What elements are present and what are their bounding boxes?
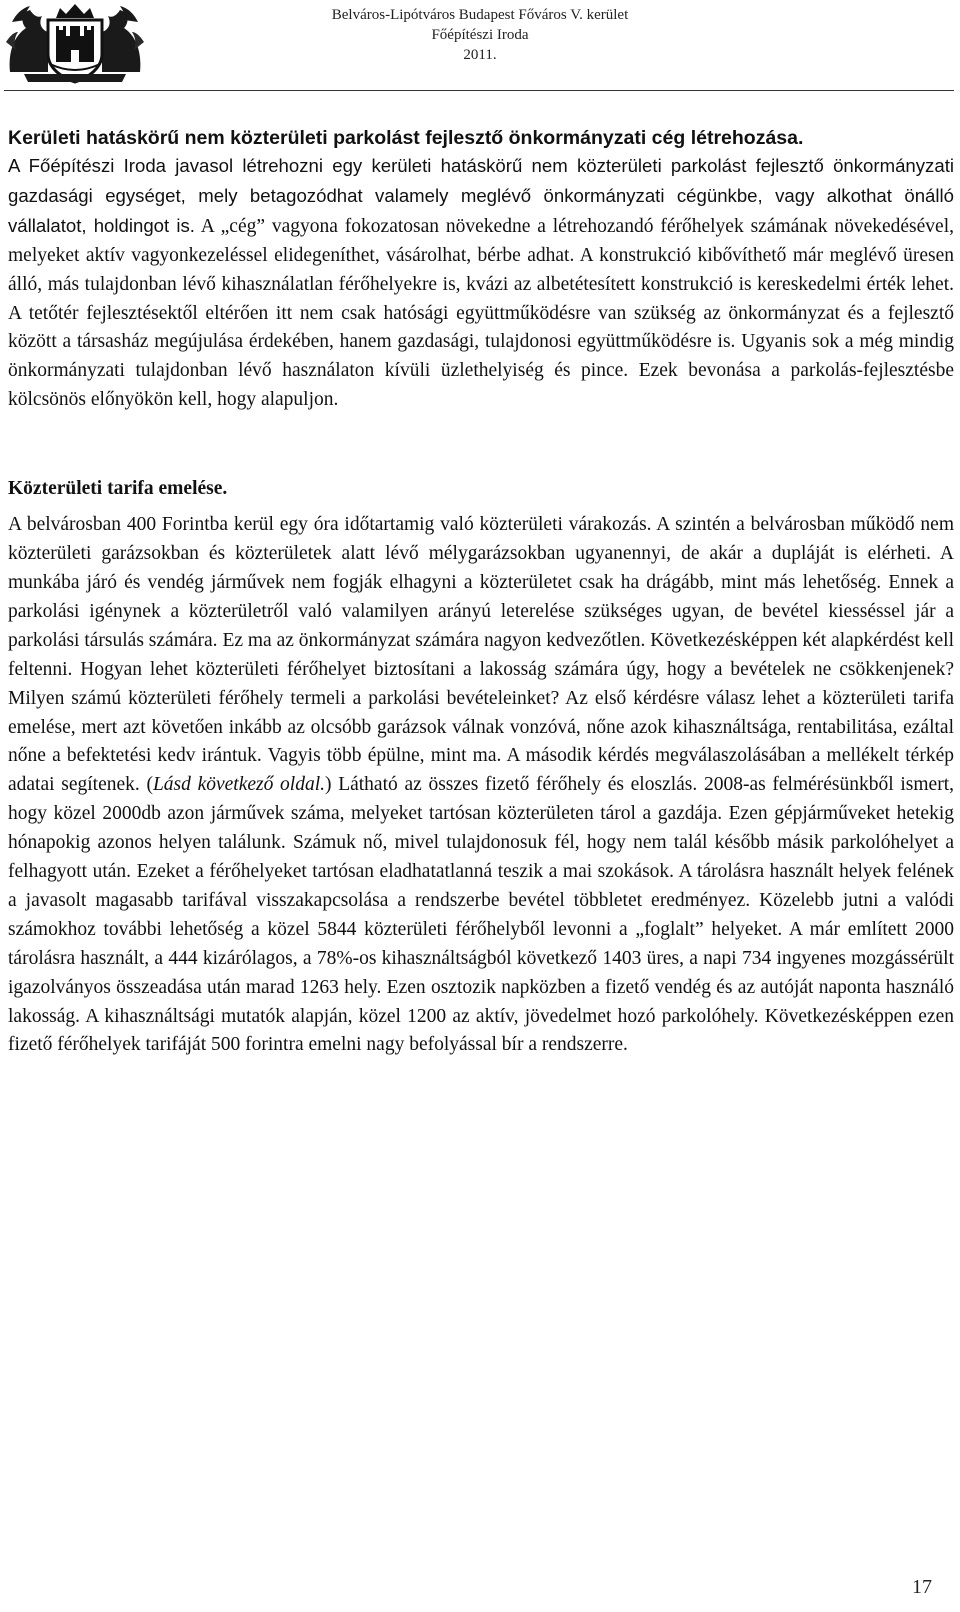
- page-number: 17: [912, 1576, 932, 1598]
- paragraph-parking-company: [8, 152, 954, 415]
- header-institution: Belváros-Lipótváros Budapest Főváros V. kerület: [331, 7, 629, 23]
- paragraph-tariff: [8, 511, 954, 1060]
- cross-reference: Lásd következő oldal.: [152, 774, 326, 796]
- header-office: Főépítészi Iroda: [431, 27, 529, 43]
- paragraph-intro: A Főépítészi Iroda javasol létrehozni egy kerületi hatáskörű nem közterületi parkolást fejlesztő önkormányzati gazdasági egységet, mely betagozódhat valamely meglévő önkormányzati cégünkbe, vagy alkothat önálló vállalatot, holdingot is.: [8, 155, 954, 236]
- paragraph-tariff-part1: A belvárosban 400 Forintba kerül egy óra időtartamig való közterületi várakozás. A szintén a belvárosban működő nem közterületi garázsokban és közterületek alatt lévő mélygarázsokban ugyanennyi, de akár a dupláját is elérheti. A munkába járó és vendég járművek nem fogják elhagyni a közterületet csak ha drágább, mint más lehetőség. Ennek a parkolási igénynek a közterületről való valamilyen arányú leterelése szükséges ugyan, de bevétel kiesséssel jár a parkolási társulás számára. Ez ma az önkormányzat számára nagyon kedvezőtlen. Következésképpen két alapkérdést kell feltenni. Hogyan lehet közterületi férőhelyet biztosítani a lakosság számára úgy, hogy a bevételek ne csökkenjenek? Milyen számú közterületi férőhely termeli a parkolási bevételeinket? Az első kérdésre válasz lehet a közterületi tarifa emelése, mert azt követően inkább az olcsóbb garázsok válnak vonzóvá, nőne azok kihasználtsága, rentabilitása, ezáltal nőne a befektetési kedv irántuk. Vagyis több épülne, mint ma. A második kérdés megválaszolásában a mellékelt térkép adatai segítenek. (: [8, 514, 954, 796]
- header-divider: [4, 90, 954, 91]
- header-year: 2011.: [463, 47, 497, 63]
- paragraph-tariff-part2: ) Látható az összes fizető férőhely és eloszlás. 2008-as felmérésünkből ismert, hogy közel 2000db azon járművek száma, melyeket tartósan közterületen tárol a gazdája. Ezen gépjárműveket hetekig hónapokig azonos helyen találunk. Számuk nő, mivel tulajdonosuk fél, hogy nem talál később másik parkolóhelyet a felhagyott után. Ezeket a férőhelyeket tartósan eladhatatlanná teszik a mai szokások. A tárolásra használt helyek felének a javasolt magasabb tarifával visszakapcsolása a rendszerbe bevétel többletet eredményez. Közelebb jutni a valódi számokhoz további lehetőség a közel 5844 közterületi férőhelyből levonni a „foglalt” helyeket. A már említett 2000 tárolásra használt, a 444 kizárólagos, a 78%-os kihasználtságból következő 1403 üres, a napi 734 ingyenes mozgássérült igazolványos összeadása után marad 1263 hely. Ezen osztozik napközben a fizető vendég és az autóját naponta használó lakosság. A kihasználtsági mutatók alapján, közel 1200 az aktív, jövedelmet hozó parkolóhely. Következésképpen ezen fizető férőhelyek tarifáját 500 forintra emelni nagy befolyással bír a rendszerre.: [8, 774, 954, 1056]
- section-heading-tariff: Közterületi tarifa emelése.: [8, 478, 228, 500]
- section-heading-parking-company: Kerületi hatáskörű nem közterületi parkolást fejlesztő önkormányzati cég létrehozása.: [8, 127, 804, 149]
- header-text: [0, 5, 960, 65]
- paragraph-body: A „cég” vagyona fokozatosan növekedne a létrehozandó férőhelyek számának növekedésével, melyeket aktív vagyonkezeléssel elidegeníthet, vásárolhat, bérbe adhat. A konstrukció kibővíthető már meglévő üresen álló, más tulajdonban lévő kihasználatlan férőhelyekre is, kvázi az albetétesített konstrukció is kereskedelmi érték lehet. A tetőtér fejlesztésektől eltérően itt nem csak hatósági együttműködésre van szükség az önkormányzat és a fejlesztő között a társasház megújulása érdekében, hanem gazdasági, tulajdonosi együttműködésre is. Ugyanis sok a még mindig önkormányzati tulajdonban lévő használaton kívüli üzlethelyiség és pince. Ezek bevonása a parkolás-fejlesztésbe kölcsönös előnyökön kell, hogy alapuljon.: [8, 215, 954, 411]
- page-header: [0, 0, 960, 110]
- document-body: [8, 124, 954, 1060]
